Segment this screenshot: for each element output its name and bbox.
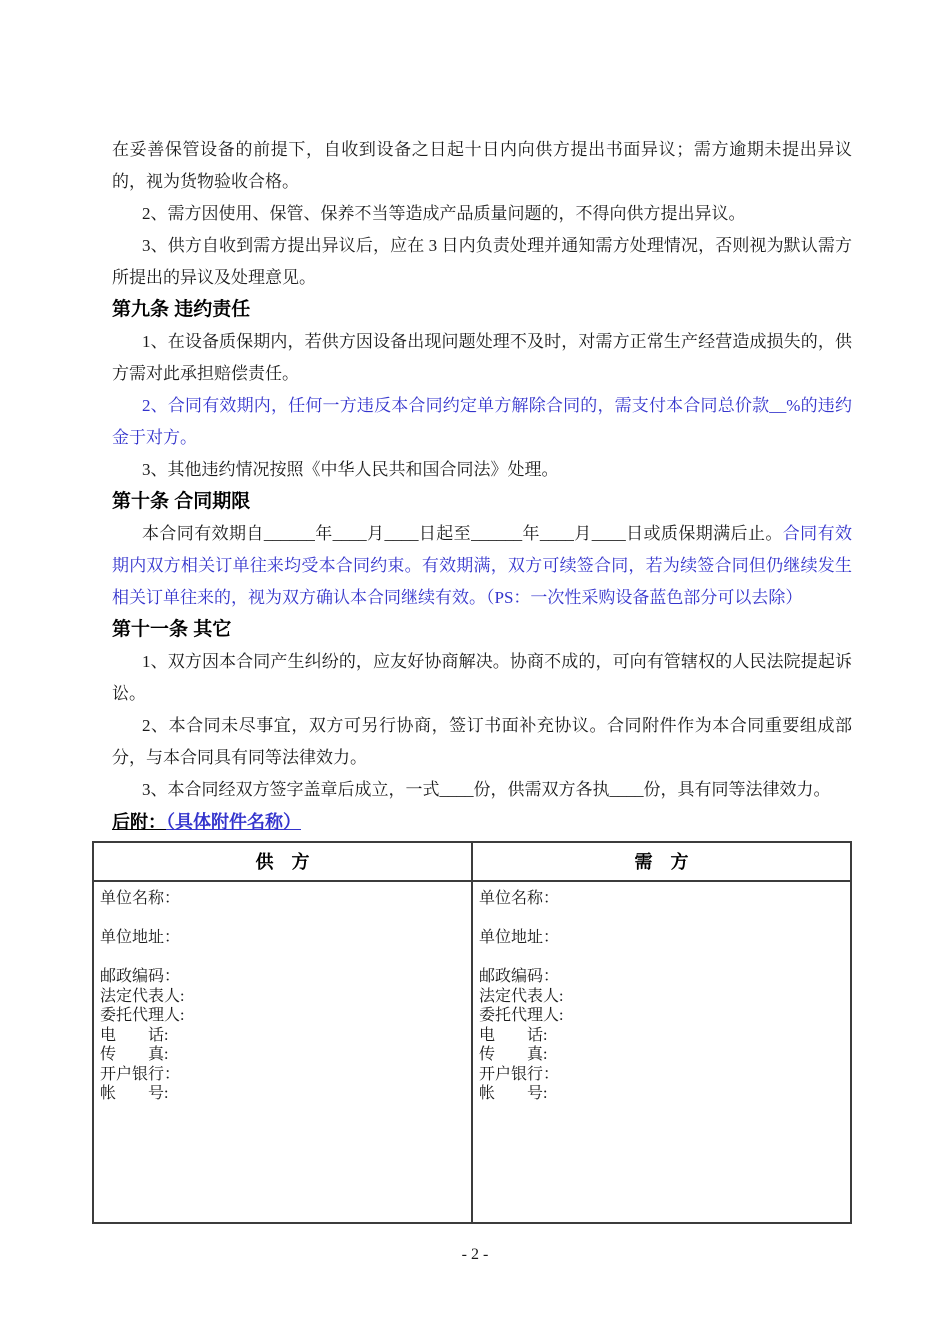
party-field-line: 开户银行： xyxy=(100,1065,181,1083)
party-field-line: 单位名称： xyxy=(100,890,181,907)
clause10-body xyxy=(112,518,852,614)
party-field-line: 法定代表人: xyxy=(100,987,185,1005)
clause10-heading: 第十条 合同期限 xyxy=(112,491,251,512)
party-field-line: 传 真: xyxy=(100,1046,169,1063)
attachment-line xyxy=(112,806,852,838)
clause9-item3: 3、其他违约情况按照《中华人民共和国合同法》处理。 xyxy=(142,460,559,479)
attachment-name-link[interactable]: （具体附件名称） xyxy=(166,812,301,832)
party-field-line xyxy=(100,948,467,968)
document-page xyxy=(92,134,852,1224)
party-field-line: 单位地址： xyxy=(100,929,181,946)
party-field-line xyxy=(479,948,846,968)
clause9-item2-blue: 2、合同有效期内，任何一方违反本合同约定单方解除合同的，需支付本合同总价款__%的违约金于对方。 xyxy=(112,396,852,447)
clause9-item1: 1、在设备质保期内，若供方因设备出现问题处理不及时，对需方正常生产经营造成损失的，供方需对此承担赔偿责任。 xyxy=(112,332,852,383)
party-field-line: 帐 号: xyxy=(479,1085,548,1102)
party-field-line: 邮政编码： xyxy=(479,968,560,985)
party-field-line: 帐 号: xyxy=(100,1085,169,1102)
clause11-item2: 2、本合同未尽事宜，双方可另行协商，签订书面补充协议。合同附件作为本合同重要组成部分，与本合同具有同等法律效力。 xyxy=(112,716,852,767)
party-field-line: 开户银行： xyxy=(479,1065,560,1083)
party-field-line: 传 真: xyxy=(479,1046,548,1063)
supplier-column-header: 供 方 xyxy=(93,842,472,881)
attachment-label: 后附： xyxy=(112,812,166,832)
party-field-line: 委托代理人: xyxy=(479,1007,564,1024)
buyer-column-header: 需 方 xyxy=(472,842,851,881)
clause10-body-blue: 合同有效期内双方相关订单往来均受本合同约束。有效期满，双方可续签合同，若为续签合同但仍继续发生相关订单往来的，视为双方确认本合同继续有效。（PS：一次性采购设备蓝色部分可以去除） xyxy=(112,524,852,607)
clause8-item2: 2、需方因使用、保管、保养不当等造成产品质量问题的，不得向供方提出异议。 xyxy=(142,204,746,223)
party-field-line xyxy=(100,909,467,929)
party-field-line: 法定代表人: xyxy=(479,987,564,1005)
party-field-line: 委托代理人: xyxy=(100,1007,185,1024)
clause9-heading: 第九条 违约责任 xyxy=(112,299,251,320)
party-field-line xyxy=(479,909,846,929)
supplier-cell xyxy=(93,881,472,1223)
party-field-line: 电 话: xyxy=(100,1026,169,1044)
clause8-item3: 3、供方自收到需方提出异议后，应在 3 日内负责处理并通知需方处理情况，否则视为默认需方所提出的异议及处理意见。 xyxy=(112,236,852,287)
party-field-line: 邮政编码： xyxy=(100,968,181,985)
clause11-heading: 第十一条 其它 xyxy=(112,619,232,640)
parties-table-body-row xyxy=(93,881,851,1223)
clause10-body-black: 本合同有效期自______年____月____日起至______年____月____日或质保期满后止。 xyxy=(142,524,783,543)
party-field-line: 单位地址： xyxy=(479,929,560,946)
buyer-cell xyxy=(472,881,851,1223)
clause11-item3: 3、本合同经双方签字盖章后成立，一式____份，供需双方各执____份，具有同等法律效力。 xyxy=(142,780,831,799)
party-field-line: 电 话: xyxy=(479,1026,548,1044)
parties-table xyxy=(92,841,852,1224)
carryover-paragraph: 在妥善保管设备的前提下，自收到设备之日起十日内向供方提出书面异议；需方逾期未提出异议的，视为货物验收合格。 xyxy=(112,140,852,191)
party-field-line: 单位名称： xyxy=(479,890,560,907)
parties-table-header-row xyxy=(93,842,851,881)
page-number: - 2 - xyxy=(461,1246,489,1263)
clause11-item1: 1、双方因本合同产生纠纷的，应友好协商解决。协商不成的，可向有管辖权的人民法院提起诉讼。 xyxy=(112,652,852,703)
